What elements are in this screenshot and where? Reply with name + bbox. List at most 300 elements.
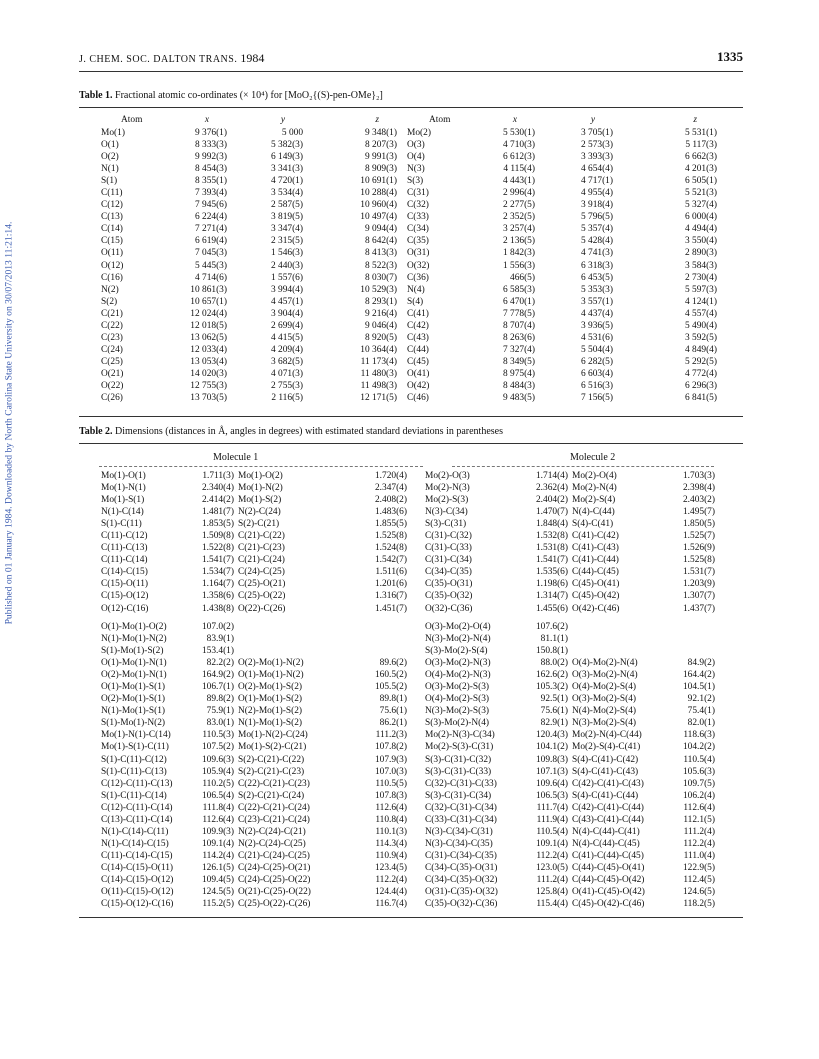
measurement-value: 1.481(7)	[201, 507, 234, 518]
coordinate-value: 2 315(5)	[270, 236, 303, 247]
bond-label: O(4)-Mo(2)-S(4)	[572, 682, 637, 693]
coordinate-value: 11 480(3)	[360, 368, 397, 379]
measurement-value: 2.404(2)	[535, 495, 568, 506]
coordinate-value: 8 413(3)	[364, 248, 397, 259]
measurement-value: 115.4(4)	[536, 899, 568, 910]
measurement-value: 112.6(4)	[683, 802, 715, 813]
coordinate-value: 2 440(3)	[270, 260, 303, 271]
bond-label: Mo(2)-S(3)	[425, 495, 469, 506]
coordinate-row	[99, 247, 719, 259]
measurement-value: 110.9(4)	[375, 850, 407, 861]
coordinate-value: 7 393(4)	[194, 188, 227, 199]
coordinate-row	[99, 223, 719, 235]
bond-label: Mo(1)-N(2)	[238, 483, 283, 494]
bond-label: N(2)-C(24)-C(25)	[238, 838, 306, 849]
coordinate-value: 7 778(5)	[502, 308, 535, 319]
bond-label: C(44)-C(45)	[572, 567, 619, 578]
measurement-value: 104.2(2)	[682, 742, 715, 753]
molecule2-rule	[452, 466, 714, 467]
coordinate-row	[99, 187, 719, 199]
measurement-value	[316, 633, 423, 645]
coordinate-value: 6 318(3)	[580, 260, 613, 271]
measurement-value: 83.9(1)	[206, 634, 234, 645]
coordinate-row	[99, 199, 719, 211]
measurement-value: 110.5(4)	[536, 826, 568, 837]
measurement-value: 105.5(2)	[374, 682, 407, 693]
bond-label: C(31)-C(32)	[425, 531, 472, 542]
coordinate-value: 10 960(4)	[360, 200, 397, 211]
measurement-value: 83.0(1)	[206, 718, 234, 729]
measurement-value: 1.850(5)	[682, 519, 715, 530]
coordinate-value: 5 530(1)	[502, 128, 535, 138]
atom-label: O(1)	[101, 140, 119, 151]
bond-label: C(35)-O(31)	[425, 579, 473, 590]
distance-row	[99, 578, 715, 590]
bond-label: O(1)-Mo(1)-O(2)	[101, 622, 167, 632]
bond-label: Mo(2)-N(4)-C(44)	[572, 730, 642, 741]
coordinate-value: 4 494(4)	[684, 224, 717, 235]
measurement-value: 1.542(7)	[374, 555, 407, 566]
bond-label: Mo(1)-O(1)	[101, 471, 146, 481]
coordinate-value: 9 483(5)	[502, 393, 535, 404]
bond-label: S(1)-Mo(1)-S(2)	[101, 646, 164, 657]
coordinate-value: 6 149(3)	[270, 152, 303, 163]
bond-label: Mo(1)-O(2)	[238, 471, 283, 481]
bond-label: N(2)-C(24)	[238, 507, 281, 518]
measurement-value: 82.0(1)	[687, 718, 715, 729]
coordinate-value: 4 654(4)	[580, 164, 613, 175]
table1-header-row	[99, 113, 719, 127]
measurement-value: 1.470(7)	[535, 507, 568, 518]
measurement-value: 1.848(4)	[535, 519, 568, 530]
measurement-value: 111.0(4)	[683, 850, 715, 861]
measurement-value: 115.2(5)	[202, 899, 234, 910]
coordinate-value: 12 024(4)	[190, 308, 227, 319]
bond-label: C(45)-O(42)	[572, 591, 620, 602]
angle-row	[99, 669, 715, 681]
measurement-value: 1.201(6)	[374, 579, 407, 590]
coordinate-value: 8 522(3)	[364, 260, 397, 271]
measurement-value: 105.6(3)	[682, 766, 715, 777]
measurement-value: 1.314(7)	[535, 591, 568, 602]
coordinate-value: 9 348(1)	[364, 128, 397, 138]
bond-label: S(2)-C(21)	[238, 519, 280, 530]
coordinate-value: 3 393(3)	[580, 152, 613, 163]
coordinate-value: 10 529(3)	[360, 284, 397, 295]
bond-label: S(1)-C(11)-C(12)	[101, 754, 167, 765]
coordinate-value: 2 352(5)	[502, 212, 535, 223]
measurement-value: 106.2(4)	[682, 790, 715, 801]
measurement-value: 109.7(5)	[682, 778, 715, 789]
measurement-value: 111.2(3)	[375, 730, 407, 741]
measurement-value: 110.1(3)	[375, 826, 407, 837]
measurement-value: 124.6(5)	[682, 887, 715, 898]
measurement-value: 1.198(6)	[535, 579, 568, 590]
bond-label: O(4)-Mo(2)-S(3)	[425, 694, 490, 705]
bond-label: N(3)-Mo(2)-S(3)	[425, 706, 490, 717]
coordinate-value: 8 263(6)	[502, 332, 535, 343]
coordinate-row	[99, 127, 719, 139]
measurement-value: 107.8(3)	[374, 790, 407, 801]
measurement-value: 122.9(5)	[682, 862, 715, 873]
coordinate-value: 9 992(3)	[194, 152, 227, 163]
bond-label: S(1)-Mo(1)-N(2)	[101, 718, 166, 729]
measurement-value: 1.711(3)	[202, 471, 234, 481]
coordinate-row	[99, 296, 719, 308]
measurement-value: 150.8(1)	[535, 646, 568, 657]
bond-label: C(14)-C(15)-O(12)	[101, 874, 174, 885]
angle-row	[99, 633, 715, 645]
coordinate-value: 2 136(5)	[502, 236, 535, 247]
measurement-value: 111.2(4)	[683, 826, 715, 837]
measurement-value: 82.2(2)	[206, 658, 234, 669]
coordinate-value: 3 918(4)	[580, 200, 613, 211]
molecule1-heading: Molecule 1	[213, 452, 259, 463]
coordinate-value: 8 355(1)	[194, 176, 227, 187]
table1-top-rule	[79, 107, 743, 108]
bond-label: S(3)-C(31)-C(32)	[425, 754, 492, 765]
bond-label: O(1)-Mo(1)-S(1)	[101, 682, 166, 693]
atom-label: C(45)	[407, 356, 429, 367]
atom-label: C(14)	[101, 224, 123, 235]
bond-label: C(24)-C(25)-O(22)	[238, 874, 311, 885]
measurement-value: 1.522(8)	[201, 543, 234, 554]
bond-label: S(1)-C(11)-C(13)	[101, 766, 167, 777]
angle-row	[99, 741, 715, 753]
measurement-value: 111.9(4)	[536, 814, 568, 825]
coordinate-value: 8 454(3)	[194, 164, 227, 175]
coordinate-value: 13 062(5)	[190, 332, 227, 343]
bond-label: C(15)-O(12)	[101, 591, 149, 602]
measurement-value: 1.495(7)	[682, 507, 715, 518]
atom-label: N(4)	[407, 284, 425, 295]
bond-label: N(1)-C(14)	[101, 507, 144, 518]
measurement-value: 1.307(7)	[682, 591, 715, 602]
atom-label: O(2)	[101, 152, 119, 163]
bond-label: C(41)-C(44)	[572, 555, 619, 566]
bond-label: C(34)-C(35)	[425, 567, 472, 578]
bond-label: Mo(1)-S(1)-C(11)	[101, 742, 169, 753]
atom-label: O(41)	[407, 368, 430, 379]
molecule2-heading: Molecule 2	[570, 452, 616, 463]
angles-table	[99, 621, 715, 910]
bond-label: Mo(1)-N(1)	[101, 483, 146, 494]
coordinate-value: 3 682(5)	[270, 356, 303, 367]
coordinate-value: 1 557(6)	[270, 272, 303, 283]
distance-row	[99, 494, 715, 506]
atom-label: O(11)	[101, 248, 124, 259]
bond-label: C(33)-C(31)-C(34)	[425, 814, 497, 825]
coordinate-value: 5 796(5)	[580, 212, 613, 223]
coordinate-value: 3 994(4)	[270, 284, 303, 295]
angle-row	[99, 621, 715, 633]
coordinate-value: 4 457(1)	[270, 296, 303, 307]
bond-label: C(24)-C(25)-O(21)	[238, 862, 311, 873]
measurement-value: 75.4(1)	[687, 706, 715, 717]
measurement-value: 110.5(3)	[202, 730, 234, 741]
coordinate-value: 3 341(3)	[270, 164, 303, 175]
bond-label: N(1)-C(14)-C(11)	[101, 826, 169, 837]
coordinate-row	[99, 260, 719, 272]
measurement-value: 89.8(2)	[206, 694, 234, 705]
coordinate-row	[99, 308, 719, 320]
coordinate-value: 6 603(4)	[580, 368, 613, 379]
measurement-value: 1.525(7)	[682, 531, 715, 542]
measurement-value: 112.4(5)	[683, 874, 715, 885]
atom-label: O(3)	[407, 140, 425, 151]
atom-label: O(21)	[101, 368, 124, 379]
angle-row	[99, 874, 715, 886]
bond-label: Mo(2)-S(3)-C(31)	[425, 742, 494, 753]
bond-label: C(32)-C(31)-C(33)	[425, 778, 497, 789]
bond-label: C(12)-C(11)-C(13)	[101, 778, 173, 789]
measurement-value: 92.1(2)	[687, 694, 715, 705]
bond-label: C(31)-C(33)	[425, 543, 472, 554]
bond-label: O(32)-C(36)	[425, 603, 473, 614]
coordinate-value: 3 819(5)	[270, 212, 303, 223]
angle-row	[99, 790, 715, 802]
bond-label: C(44)-C(45)-O(41)	[572, 862, 645, 873]
atom-label: C(13)	[101, 212, 123, 223]
coordinate-value: 3 550(4)	[684, 236, 717, 247]
measurement-value: 107.0(2)	[201, 622, 234, 632]
measurement-value: 107.8(2)	[374, 742, 407, 753]
coordinate-value: 6 296(3)	[684, 380, 717, 391]
coordinate-row	[99, 284, 719, 296]
bond-label: Mo(1)-S(1)	[101, 495, 145, 506]
coordinate-value: 5 597(3)	[684, 284, 717, 295]
distance-row	[99, 530, 715, 542]
bond-label: N(4)-C(44)	[572, 507, 615, 518]
bond-label: Mo(2)-S(4)-C(41)	[572, 742, 641, 753]
coordinate-value: 6 841(5)	[684, 393, 717, 404]
measurement-value: 1.438(8)	[201, 603, 234, 614]
measurement-value: 75.6(1)	[540, 706, 568, 717]
measurement-value: 86.2(1)	[379, 718, 407, 729]
bond-label	[236, 633, 316, 645]
angle-row	[99, 693, 715, 705]
bond-label: S(4)-C(41)-C(43)	[572, 766, 639, 777]
bond-label: S(3)-C(31)-C(33)	[425, 766, 492, 777]
bond-label: S(1)-C(11)-C(14)	[101, 790, 167, 801]
coordinate-value: 8 642(4)	[364, 236, 397, 247]
coordinate-row	[99, 380, 719, 392]
coordinate-value: 6 453(5)	[580, 272, 613, 283]
distance-row	[99, 590, 715, 602]
coordinate-value: 8 707(4)	[502, 320, 535, 331]
angle-row	[99, 766, 715, 778]
column-header: y	[280, 115, 285, 125]
molecule1-rule	[99, 466, 423, 467]
coordinate-value: 466(5)	[510, 272, 535, 283]
measurement-value: 123.4(5)	[374, 862, 407, 873]
bond-label: N(2)-C(24)-C(21)	[238, 826, 306, 837]
bond-label: S(3)-C(31)	[425, 519, 467, 530]
coordinate-row	[99, 368, 719, 380]
bond-label: C(31)-C(34)-C(35)	[425, 850, 497, 861]
journal-name: J. CHEM. SOC. DALTON TRANS. 1984	[79, 51, 265, 65]
measurement-value: 109.1(4)	[201, 838, 234, 849]
atom-label: C(36)	[407, 272, 429, 283]
angle-row	[99, 898, 715, 910]
bond-label: O(11)-C(15)-O(12)	[101, 887, 174, 898]
bond-label: O(2)-Mo(1)-N(1)	[101, 670, 167, 681]
measurement-value: 84.9(2)	[687, 658, 715, 669]
atom-label: C(11)	[101, 188, 123, 199]
bond-label: C(25)-O(21)	[238, 579, 286, 590]
distances-table	[99, 470, 715, 615]
atom-label: C(25)	[101, 356, 123, 367]
measurement-value: 109.6(3)	[201, 754, 234, 765]
measurement-value: 89.6(2)	[379, 658, 407, 669]
coordinate-value: 8 349(5)	[502, 356, 535, 367]
measurement-value: 116.7(4)	[375, 899, 407, 910]
coordinate-value: 6 662(3)	[684, 152, 717, 163]
measurement-value: 111.8(4)	[202, 802, 234, 813]
measurement-value: 1.855(5)	[374, 519, 407, 530]
measurement-value: 114.3(4)	[375, 838, 407, 849]
coordinate-row	[99, 175, 719, 187]
bond-label: N(3)-C(34)-C(31)	[425, 826, 493, 837]
coordinate-value: 1 546(3)	[270, 248, 303, 259]
coordinate-value: 4 720(1)	[270, 176, 303, 187]
bond-label: C(44)-C(45)-O(42)	[572, 874, 645, 885]
bond-label: O(1)-Mo(1)-N(1)	[101, 658, 167, 669]
measurement-value: 1.203(9)	[682, 579, 715, 590]
bond-label: O(2)-Mo(1)-S(1)	[101, 694, 166, 705]
angle-row	[99, 850, 715, 862]
measurement-value: 164.9(2)	[201, 670, 234, 681]
coordinate-value: 9 046(4)	[364, 320, 397, 331]
measurement-value: 110.5(5)	[375, 778, 407, 789]
coordinate-value: 1 556(3)	[502, 260, 535, 271]
bond-label: O(31)-C(35)-O(32)	[425, 887, 498, 898]
measurement-value: 107.9(3)	[374, 754, 407, 765]
coordinate-value: 4 710(3)	[502, 140, 535, 151]
bond-label: O(3)-Mo(2)-S(3)	[425, 682, 490, 693]
coordinate-value: 5 504(4)	[580, 344, 613, 355]
measurement-value: 2.414(2)	[201, 495, 234, 506]
running-header	[79, 49, 743, 67]
atom-label: C(33)	[407, 212, 429, 223]
measurement-value: 2.362(4)	[535, 483, 568, 494]
measurement-value	[316, 621, 423, 633]
coordinate-value: 4 772(4)	[684, 368, 717, 379]
bond-label	[570, 645, 649, 657]
bond-label: C(11)-C(14)-C(15)	[101, 850, 173, 861]
bond-label: Mo(2)-S(4)	[572, 495, 616, 506]
coordinate-value: 5 382(3)	[270, 140, 303, 151]
atom-label: C(43)	[407, 332, 429, 343]
bond-label: Mo(1)-S(2)-C(21)	[238, 742, 307, 753]
distance-row	[99, 603, 715, 615]
measurement-value: 111.2(4)	[536, 874, 568, 885]
measurement-value: 89.8(1)	[379, 694, 407, 705]
atom-label: N(2)	[101, 284, 119, 295]
measurement-value: 1.535(6)	[535, 567, 568, 578]
coordinate-value: 5 117(3)	[685, 140, 717, 151]
bond-label: O(3)-Mo(2)-N(3)	[425, 658, 491, 669]
measurement-value: 2.347(4)	[374, 483, 407, 494]
measurement-value: 1.531(8)	[535, 543, 568, 554]
measurement-value: 2.340(4)	[201, 483, 234, 494]
coordinate-row	[99, 272, 719, 284]
table1-caption: Table 1. Fractional atomic co-ordinates (× 10⁴) for [MoO₂{(S)-pen-OMe}₂]	[79, 90, 383, 101]
coordinate-value: 5 000	[281, 128, 303, 138]
measurement-value: 123.0(5)	[535, 862, 568, 873]
distance-row	[99, 506, 715, 518]
coordinate-value: 4 531(6)	[580, 332, 613, 343]
measurement-value: 120.4(3)	[535, 730, 568, 741]
coordinate-value: 9 216(4)	[364, 308, 397, 319]
coordinate-value: 7 945(6)	[194, 200, 227, 211]
coordinate-value: 6 619(4)	[194, 236, 227, 247]
bond-label: C(14)-C(15)-O(11)	[101, 862, 174, 873]
measurement-value: 2.398(4)	[682, 483, 715, 494]
angle-row	[99, 754, 715, 766]
coordinate-value: 13 053(4)	[190, 356, 227, 367]
bond-label: O(3)-Mo(2)-S(4)	[572, 694, 637, 705]
measurement-value: 104.5(1)	[682, 682, 715, 693]
distance-row	[99, 482, 715, 494]
coordinate-row	[99, 235, 719, 247]
coordinate-value: 5 292(5)	[684, 356, 717, 367]
bond-label: C(21)-C(23)	[238, 543, 285, 554]
coordinate-value: 7 327(4)	[502, 344, 535, 355]
bond-label: O(2)-Mo(1)-S(2)	[238, 682, 303, 693]
measurement-value: 1.526(9)	[682, 543, 715, 554]
coordinate-value: 13 703(5)	[190, 393, 227, 404]
measurement-value: 107.1(3)	[535, 766, 568, 777]
measurement-value: 88.0(2)	[540, 658, 568, 669]
measurement-value: 109.4(5)	[201, 874, 234, 885]
bond-label: Mo(2)-O(4)	[572, 471, 617, 481]
measurement-value: 111.7(4)	[536, 802, 568, 813]
bond-label: O(21)-C(25)-O(22)	[238, 887, 311, 898]
distance-row	[99, 542, 715, 554]
bond-label: Mo(2)-N(3)	[425, 483, 470, 494]
column-header: x	[204, 115, 209, 125]
measurement-value: 105.9(4)	[201, 766, 234, 777]
measurement-value: 125.8(4)	[535, 887, 568, 898]
measurement-value	[649, 633, 715, 645]
bond-label: O(4)-Mo(2)-N(4)	[572, 658, 638, 669]
distance-row	[99, 566, 715, 578]
measurement-value: 126.1(5)	[201, 862, 234, 873]
bond-label: C(34)-C(35)-O(31)	[425, 862, 498, 873]
bond-label: C(41)-C(42)	[572, 531, 619, 542]
atom-label: C(21)	[101, 308, 123, 319]
bond-label: C(11)-C(13)	[101, 543, 148, 554]
bond-label: O(2)-Mo(1)-N(2)	[238, 658, 304, 669]
bond-label: C(23)-C(21)-C(24)	[238, 814, 310, 825]
coordinate-value: 3 904(4)	[270, 308, 303, 319]
coordinate-row	[99, 392, 719, 404]
angle-row	[99, 681, 715, 693]
coordinate-value: 10 497(4)	[360, 212, 397, 223]
atom-label: C(35)	[407, 236, 429, 247]
atom-label: O(42)	[407, 380, 430, 391]
angle-row	[99, 814, 715, 826]
bond-label: C(41)-C(44)-C(45)	[572, 850, 644, 861]
atom-label: C(34)	[407, 224, 429, 235]
coordinate-value: 9 094(4)	[364, 224, 397, 235]
coordinate-value: 10 861(3)	[190, 284, 227, 295]
atom-label: C(23)	[101, 332, 123, 343]
coordinate-value: 9 376(1)	[194, 128, 227, 138]
coordinate-value: 3 936(5)	[580, 320, 613, 331]
coordinate-value: 4 115(4)	[503, 164, 535, 175]
